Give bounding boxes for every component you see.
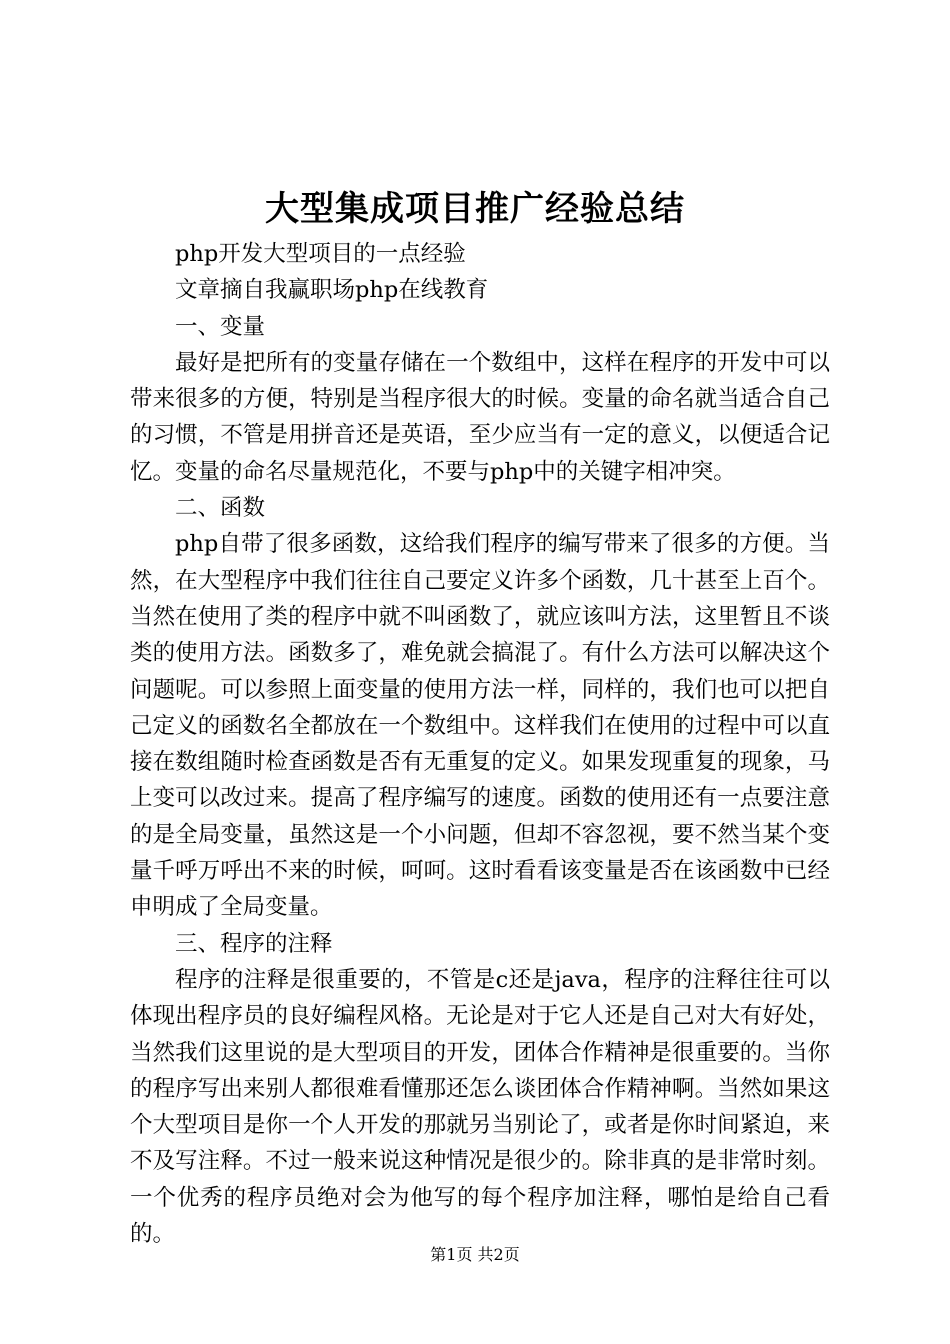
- paragraph-intro-heading: php开发大型项目的一点经验: [175, 241, 466, 267]
- section-heading-variables: 一、变量: [175, 313, 266, 340]
- document-body: [130, 236, 830, 1252]
- section-heading-functions: 二、函数: [175, 495, 266, 522]
- section-heading-comments: 三、程序的注释: [175, 930, 333, 957]
- paragraph-variables: 最好是把所有的变量存储在一个数组中，这样在程序的开发中可以带来很多的方便，特别是当程序很大的时候。变量的命名就当适合自己的习惯，不管是用拼音还是英语，至少应当有一定的意义，以便适合记忆。变量的命名尽量规范化，不要与php中的关键字相冲突。: [130, 349, 830, 485]
- paragraph-comments: 程序的注释是很重要的，不管是c还是java，程序的注释往往可以体现出程序员的良好编程风格。无论是对于它人还是自己对大有好处，当然我们这里说的是大型项目的开发，团体合作精神是很重要的。当你的程序写出来别人都很难看懂那还怎么谈团体合作精神啊。当然如果这个大型项目是你一个人开发的那就另当别论了，或者是你时间紧迫，来不及写注释。不过一般来说这种情况是很少的。除非真的是非常时刻。一个优秀的程序员绝对会为他写的每个程序加注释，哪怕是给自己看的。: [130, 966, 830, 1248]
- document-title: 大型集成项目推广经验总结: [265, 189, 685, 229]
- paragraph-functions: php自带了很多函数，这给我们程序的编写带来了很多的方便。当然，在大型程序中我们往往自己要定义许多个函数，几十甚至上百个。当然在使用了类的程序中就不叫函数了，就应该叫方法，这里暂且不谈类的使用方法。函数多了，难免就会搞混了。有什么方法可以解决这个问题呢。可以参照上面变量的使用方法一样，同样的，我们也可以把自己定义的函数名全都放在一个数组中。这样我们在使用的过程中可以直接在数组随时检查函数是否有无重复的定义。如果发现重复的现象，马上变可以改过来。提高了程序编写的速度。函数的使用还有一点要注意的是全局变量，虽然这是一个小问题，但却不容忽视，要不然当某个变量千呼万呼出不来的时候，呵呵。这时看看该变量是否在该函数中已经申明成了全局变量。: [130, 531, 830, 921]
- page-number-footer: 第1页 共2页: [430, 1245, 520, 1264]
- paragraph-source: 文章摘自我赢职场php在线教育: [175, 277, 489, 304]
